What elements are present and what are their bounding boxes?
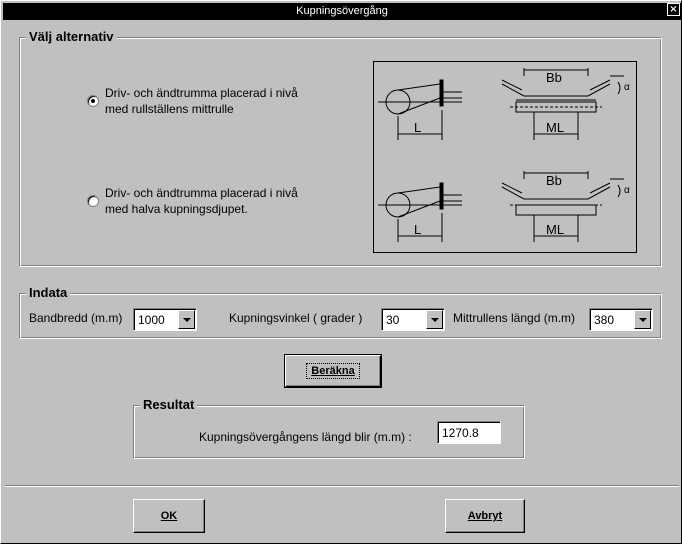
bottom-belt-width-label: Bb xyxy=(546,173,562,188)
close-button[interactable] xyxy=(667,3,680,16)
option-level-middle-roll[interactable] xyxy=(87,85,315,117)
mittrulle-dropdown-button[interactable] xyxy=(634,310,651,329)
vinkel-dropdown-button[interactable] xyxy=(426,310,443,329)
mittrulle-select[interactable] xyxy=(589,308,653,331)
options-group-legend: Välj alternativ xyxy=(26,29,117,45)
chevron-down-icon xyxy=(639,318,647,322)
bottom-left-length-label: L xyxy=(414,222,422,237)
bottom-angle-label: α xyxy=(624,185,630,196)
diagram-drawing xyxy=(374,62,636,252)
top-belt-width-label: Bb xyxy=(546,70,562,85)
troughing-diagram xyxy=(373,61,637,253)
window-title: Kupningsövergång xyxy=(296,5,388,17)
mittrulle-label: Mittrullens längd (m.m) xyxy=(453,311,576,325)
vinkel-select[interactable] xyxy=(381,308,445,331)
calculate-button-label: Beräkna xyxy=(306,363,359,379)
ok-button[interactable] xyxy=(133,499,205,533)
cancel-button-label: Avbryt xyxy=(467,510,503,522)
vinkel-label: Kupningsvinkel ( grader ) xyxy=(229,311,363,325)
bottom-roll-length-label: ML xyxy=(546,222,565,237)
ok-button-label: OK xyxy=(160,510,178,522)
result-label: Kupningsövergångens längd blir (m.m) : xyxy=(199,430,412,444)
option-half-depth-label: Driv- och ändtrumma placerad i nivå med halva kupningsdjupet. xyxy=(105,186,298,216)
cancel-button[interactable] xyxy=(445,499,525,533)
top-angle-label: α xyxy=(624,82,630,93)
option-level-middle-roll-label: Driv- och ändtrumma placerad i nivå med rullställens mittrulle xyxy=(105,86,298,116)
bottom-separator xyxy=(5,485,679,487)
option-level-middle-roll-radio[interactable] xyxy=(87,95,99,107)
chevron-down-icon xyxy=(431,318,439,322)
input-group-legend: Indata xyxy=(26,285,70,301)
option-half-depth-radio[interactable] xyxy=(87,195,99,207)
bandbredd-dropdown-button[interactable] xyxy=(178,310,195,329)
top-roll-length-label: ML xyxy=(546,120,565,135)
bandbredd-label: Bandbredd (m.m) xyxy=(29,311,123,325)
calculate-button[interactable] xyxy=(285,355,381,387)
bandbredd-value: 1000 xyxy=(138,313,165,327)
chevron-down-icon xyxy=(183,318,191,322)
option-half-depth[interactable] xyxy=(87,185,315,217)
title-bar[interactable] xyxy=(3,3,681,20)
result-field[interactable]: 1270.8 xyxy=(437,421,501,444)
top-left-length-label: L xyxy=(414,120,422,135)
close-icon: × xyxy=(669,4,678,15)
bandbredd-select[interactable] xyxy=(133,308,197,331)
result-group-legend: Resultat xyxy=(140,397,197,413)
mittrulle-value: 380 xyxy=(594,313,615,327)
vinkel-value: 30 xyxy=(386,313,400,327)
